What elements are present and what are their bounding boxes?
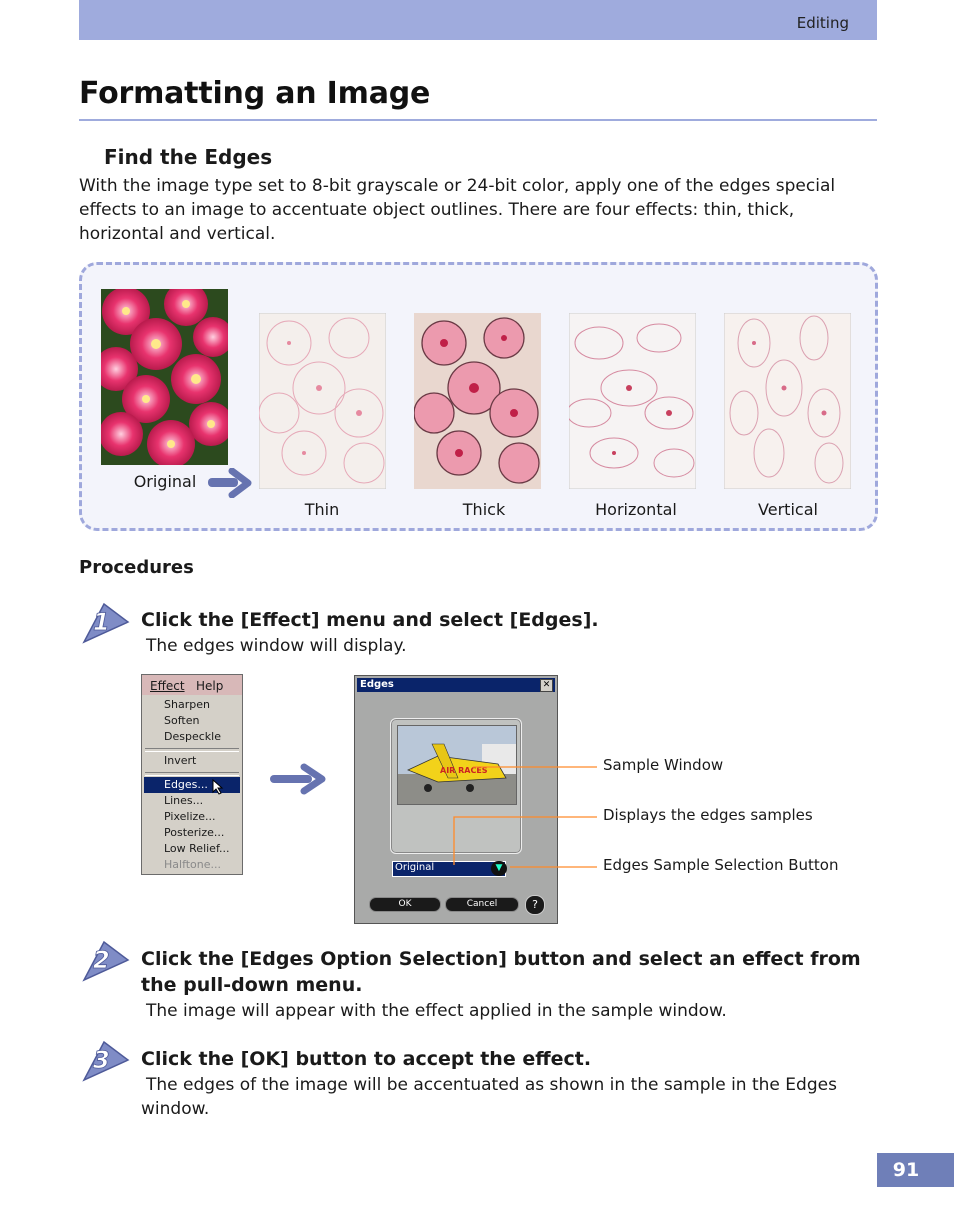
mouse-cursor-icon [212,779,224,795]
edges-option-value: Original [395,862,435,873]
cancel-button: Cancel [445,897,519,912]
menu-item-pixelize: Pixelize... [164,810,216,823]
edges-window-titlebar [357,678,555,692]
header-section-label: Editing [796,14,849,32]
callout-sample-window: Sample Window [603,756,724,774]
step-3-number: 3 [93,1046,110,1074]
edges-window-title: Edges [360,679,394,690]
step-2-number: 2 [93,946,110,974]
menu-item-sharpen: Sharpen [164,698,210,711]
step-2-title: Click the [Edges Option Selection] button and select an effect from the pull-down menu. [141,948,861,996]
step-1-badge-icon [80,600,132,646]
menu-item-despeckle: Despeckle [164,730,221,743]
menu-item-posterize: Posterize... [164,826,225,839]
menu-effect: Effect [150,679,185,693]
thin-effect-image [259,313,386,489]
vertical-effect-image [724,313,851,489]
step-1-description: The edges window will display. [146,636,407,656]
header-bar [79,0,877,40]
section-heading: Find the Edges [104,145,273,169]
menu-help: Help [196,679,224,693]
intro-paragraph: With the image type set to 8-bit grayscale or 24-bit color, apply one of the edges special effects to an image to accentuate object outlines. There are four effects: thin, thick, horizontal and vertical. [79,176,836,244]
menu-item-low-relief: Low Relief... [164,842,230,855]
menu-item-soften: Soften [164,714,200,727]
help-icon: ? [525,895,545,915]
thin-caption: Thin [304,500,340,519]
close-icon: ✕ [540,679,553,692]
step-1-title: Click the [Effect] menu and select [Edges]. [141,609,599,631]
original-caption: Original [133,472,197,491]
callout-selection-button: Edges Sample Selection Button [603,856,839,874]
ok-button: OK [369,897,441,912]
menu-separator [145,748,239,752]
step-3-badge-icon [80,1038,132,1084]
callout-leader-lines [440,750,600,880]
menu-item-invert: Invert [164,754,197,767]
original-flower-image [101,289,228,465]
effect-menu-screenshot [141,674,243,875]
step-2-badge-icon [80,938,132,984]
page-number-box [877,1153,954,1187]
chevron-down-icon: ▼ [491,861,507,876]
menu-bar [142,675,242,695]
step-3-description: The edges of the image will be accentuated as shown in the sample in the Edges window. [141,1075,837,1119]
vertical-caption: Vertical [758,500,818,519]
page-title: Formatting an Image [79,76,431,111]
step-1-number: 1 [93,608,110,636]
menu-item-lines: Lines... [164,794,204,807]
step-2-description: The image will appear with the effect applied in the sample window. [146,1001,727,1021]
menu-item-halftone: Halftone... [164,858,222,871]
sample-image-lettering: AIR RACES [440,766,488,775]
thick-caption: Thick [462,500,506,519]
horizontal-effect-image [569,313,696,489]
callout-edges-samples: Displays the edges samples [603,806,813,824]
menu-item-edges: Edges... [164,778,208,791]
horizontal-caption: Horizontal [595,500,677,519]
right-arrow-icon [268,763,328,795]
page-number: 91 [892,1159,920,1181]
step-3-title: Click the [OK] button to accept the effect. [141,1048,592,1070]
menu-separator [145,772,239,776]
title-rule [79,119,877,121]
thick-effect-image [414,313,541,489]
procedures-heading: Procedures [79,557,194,578]
right-arrow-icon [206,468,252,498]
